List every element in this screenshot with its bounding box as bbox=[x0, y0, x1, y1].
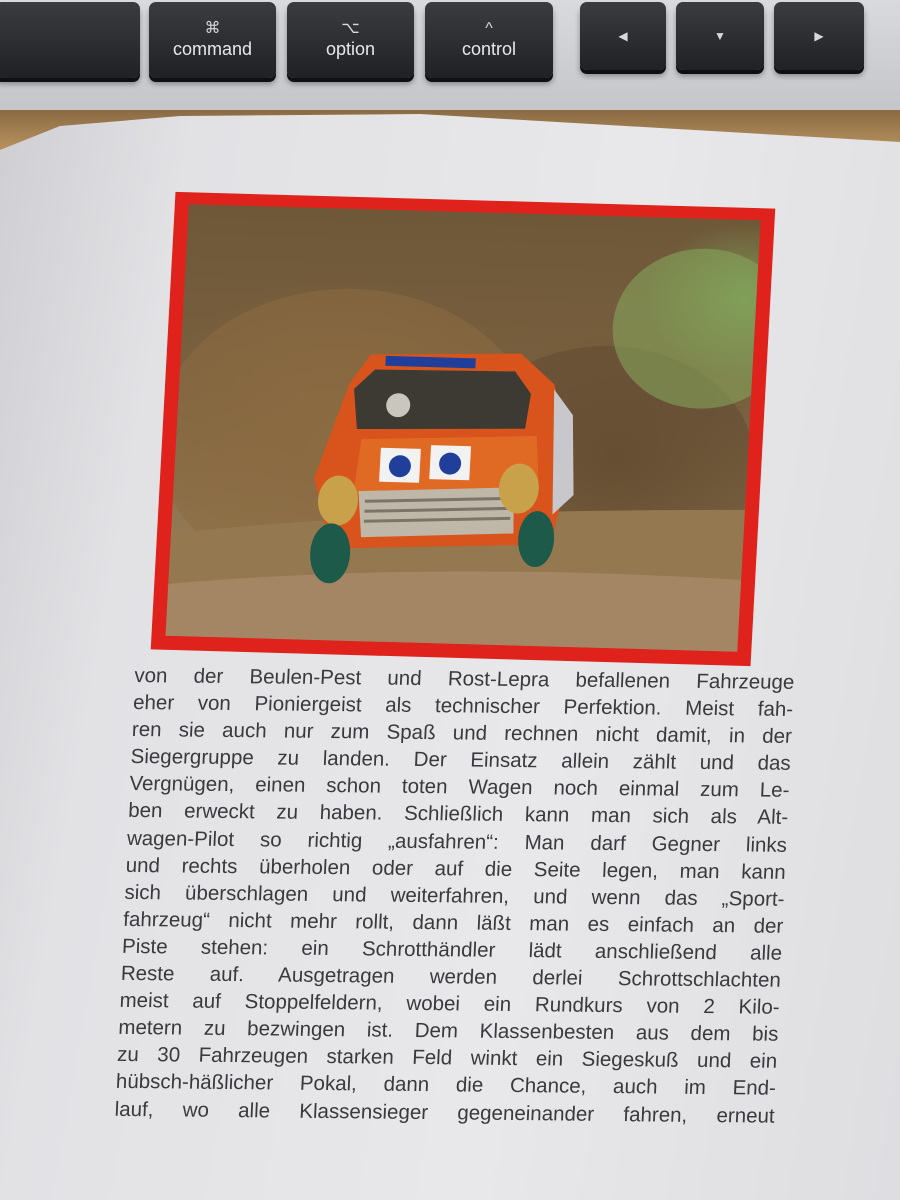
keyboard-key-left bbox=[580, 2, 666, 70]
control-icon: ^ bbox=[485, 20, 493, 37]
keyboard-key-fn bbox=[0, 2, 140, 78]
text-line: ren sie auch nur zum Spaß und rechnen nicht damit, in der bbox=[131, 718, 793, 749]
command-icon: ⌘ bbox=[204, 20, 221, 37]
keyboard-key-control bbox=[425, 2, 553, 78]
keyboard-key-command bbox=[149, 2, 276, 78]
option-icon: ⌥ bbox=[341, 20, 360, 37]
text-line: fahrzeug“ nicht mehr rollt, dann läßt man es einfach an der bbox=[122, 907, 784, 938]
text-line: eher von Pioniergeist als technischer Perfektion. Meist fah- bbox=[132, 691, 794, 721]
text-line: von der Beulen-Pest und Rost-Lepra befallenen Fahrzeuge bbox=[133, 663, 795, 694]
text-line: hübsch-häßlicher Pokal, dann die Chance, auch im End- bbox=[115, 1070, 777, 1101]
text-line: ben erweckt zu haben. Schließlich kann man sich als Alt- bbox=[127, 799, 789, 830]
arrow-left-icon: ◀ bbox=[618, 29, 628, 43]
text-line: Vergnügen, einen schon toten Wagen noch einmal zum Le- bbox=[128, 772, 790, 803]
text-line: wagen-Pilot so richtig „ausfahren“: Man darf Gegner links bbox=[126, 826, 788, 857]
text-line: zu 30 Fahrzeugen starken Feld winkt ein Siegeskuß und ein bbox=[116, 1043, 778, 1074]
keyboard bbox=[0, 0, 900, 118]
text-line: meist auf Stoppelfeldern, wobei ein Rundkurs von 2 Kilo- bbox=[119, 988, 781, 1019]
key-label-command: command bbox=[172, 39, 253, 59]
text-line: sich überschlagen und weiterfahren, und wenn das „Sport- bbox=[124, 880, 786, 911]
photo-frame bbox=[151, 192, 776, 666]
keyboard-key-right bbox=[774, 2, 864, 70]
keyboard-key-option bbox=[287, 2, 414, 78]
key-label-option: option bbox=[325, 39, 376, 59]
rally-car-photo bbox=[165, 204, 760, 651]
text-line: metern zu bezwingen ist. Dem Klassenbesten aus dem bis bbox=[117, 1016, 779, 1046]
rally-car-illustration bbox=[165, 204, 760, 651]
text-line: Piste stehen: ein Schrotthändler lädt anschließend alle bbox=[121, 934, 783, 965]
text-line: lauf, wo alle Klassensieger gegeneinander fahren, erneut bbox=[114, 1097, 776, 1128]
arrow-right-icon: ▶ bbox=[814, 29, 824, 43]
text-line: und rechts überholen oder auf die Seite legen, man kann bbox=[125, 853, 787, 884]
key-label-control: control bbox=[461, 39, 517, 59]
arrow-down-icon: ▼ bbox=[714, 29, 726, 43]
keyboard-key-down bbox=[676, 2, 764, 70]
text-line: Siegergruppe zu landen. Der Einsatz allein zählt und das bbox=[130, 745, 792, 776]
body-text bbox=[114, 662, 795, 1129]
text-line: Reste auf. Ausgetragen werden derlei Schrottschlachten bbox=[120, 961, 782, 992]
